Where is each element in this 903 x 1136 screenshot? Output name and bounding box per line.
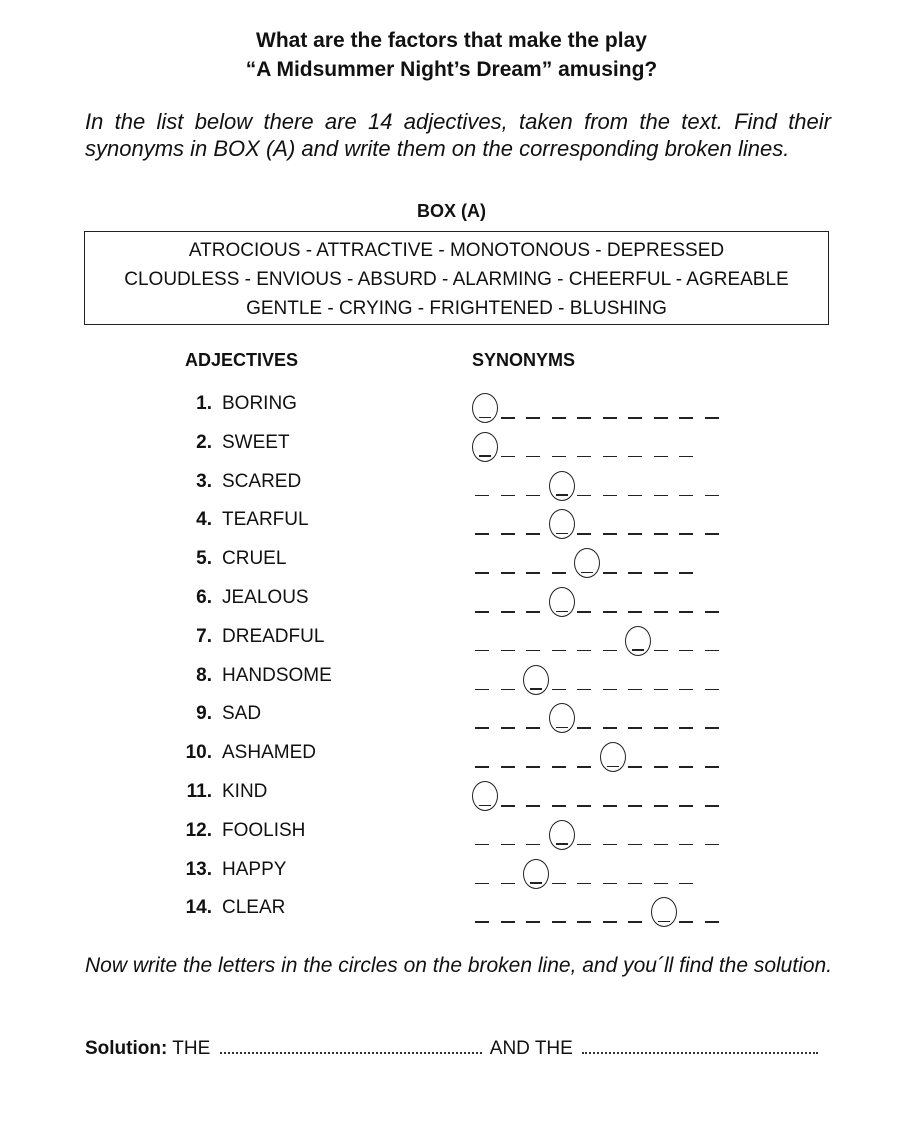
letter-blank[interactable] — [654, 417, 668, 419]
letter-blank[interactable] — [526, 805, 540, 807]
item-number: 12. — [185, 819, 212, 841]
letter-blank[interactable] — [526, 533, 540, 535]
letter-blank[interactable] — [705, 611, 719, 613]
letter-blank[interactable] — [679, 456, 693, 458]
key-letter-circle[interactable] — [651, 897, 677, 927]
adjectives-header: ADJECTIVES — [185, 350, 299, 370]
letter-blank[interactable] — [603, 533, 617, 535]
adjective-row — [0, 585, 903, 615]
letter-blank[interactable] — [654, 533, 668, 535]
letter-blank[interactable] — [475, 650, 489, 652]
adjective-row — [0, 857, 903, 887]
letter-blank[interactable] — [552, 883, 566, 885]
item-number: 3. — [196, 470, 212, 492]
letter-blank[interactable] — [501, 650, 515, 652]
adjective-row — [0, 818, 903, 848]
key-letter-circle[interactable] — [600, 742, 626, 772]
letter-blank[interactable] — [501, 766, 515, 768]
letter-blank[interactable] — [526, 572, 540, 574]
item-number: 6. — [196, 587, 212, 608]
adjective-word: JEALOUS — [222, 587, 309, 608]
letter-blank[interactable] — [501, 883, 515, 885]
letter-blank[interactable] — [603, 921, 617, 923]
title-line-1: What are the factors that make the play — [256, 29, 647, 52]
letter-blank[interactable] — [603, 883, 617, 885]
box-line-3: GENTLE - CRYING - FRIGHTENED - BLUSHING — [246, 298, 667, 319]
letter-blank[interactable] — [603, 495, 617, 497]
letter-blank[interactable] — [603, 417, 617, 419]
letter-blank[interactable] — [628, 533, 642, 535]
item-number: 11. — [186, 781, 212, 802]
letter-blank[interactable] — [628, 766, 642, 768]
letter-blank[interactable] — [475, 883, 489, 885]
letter-blank[interactable] — [654, 805, 668, 807]
letter-blank[interactable] — [654, 689, 668, 691]
letter-blank[interactable] — [679, 650, 693, 652]
adjective-word: SWEET — [222, 431, 290, 453]
letter-blank[interactable] — [577, 495, 591, 497]
item-number: 2. — [196, 431, 212, 453]
letter-blank[interactable] — [501, 417, 515, 419]
letter-blank[interactable] — [577, 766, 591, 768]
letter-blank[interactable] — [705, 533, 719, 535]
word-box — [84, 231, 829, 325]
letter-blank[interactable] — [526, 456, 540, 458]
letter-blank[interactable] — [526, 495, 540, 497]
letter-blank[interactable] — [501, 727, 515, 729]
adjective-word: SAD — [222, 703, 262, 725]
letter-blank[interactable] — [501, 495, 515, 497]
letter-blank[interactable] — [628, 689, 642, 691]
letter-blank[interactable] — [705, 689, 719, 691]
letter-blank[interactable] — [526, 727, 540, 729]
letter-blank[interactable] — [603, 689, 617, 691]
adjective-word: CLEAR — [222, 897, 286, 919]
letter-blank[interactable] — [577, 456, 591, 458]
letter-blank[interactable] — [552, 572, 566, 574]
letter-blank[interactable] — [654, 611, 668, 613]
adjective-row — [0, 469, 903, 499]
adjective-row — [0, 391, 903, 421]
letter-blank[interactable] — [577, 611, 591, 613]
item-number: 14. — [185, 897, 212, 919]
adjective-row — [0, 430, 903, 460]
letter-blank[interactable] — [654, 495, 668, 497]
letter-blank[interactable] — [654, 727, 668, 729]
letter-blank[interactable] — [577, 805, 591, 807]
key-letter-circle[interactable] — [549, 820, 575, 850]
letter-blank[interactable] — [552, 650, 566, 652]
item-number: 5. — [196, 548, 212, 570]
adjective-word: HAPPY — [222, 858, 287, 880]
letter-blank[interactable] — [526, 844, 540, 846]
adjective-word: HANDSOME — [222, 664, 332, 686]
letter-blank[interactable] — [552, 805, 566, 807]
final-instruction: Now write the letters in the circles on the broken line, and you´ll find the solution. — [85, 954, 833, 977]
adjective-row — [0, 701, 903, 731]
letter-blank[interactable] — [501, 611, 515, 613]
letter-blank[interactable] — [577, 921, 591, 923]
letter-blank[interactable] — [628, 456, 642, 458]
solution-line — [85, 1038, 822, 1060]
letter-blank[interactable] — [552, 417, 566, 419]
letter-blank[interactable] — [603, 727, 617, 729]
solution-blank-2[interactable] — [582, 1038, 818, 1054]
letter-blank[interactable] — [628, 572, 642, 574]
letter-blank[interactable] — [475, 495, 489, 497]
key-letter-circle[interactable] — [574, 548, 600, 578]
key-letter-circle[interactable] — [472, 432, 498, 462]
letter-blank[interactable] — [705, 417, 719, 419]
letter-blank[interactable] — [705, 805, 719, 807]
letter-blank[interactable] — [501, 689, 515, 691]
letter-blank[interactable] — [628, 921, 642, 923]
letter-blank[interactable] — [705, 727, 719, 729]
solution-the: THE — [172, 1038, 211, 1059]
letter-blank[interactable] — [501, 805, 515, 807]
letter-blank[interactable] — [654, 844, 668, 846]
letter-blank[interactable] — [654, 883, 668, 885]
adjective-word: SCARED — [222, 470, 302, 492]
letter-blank[interactable] — [705, 650, 719, 652]
letter-blank[interactable] — [501, 456, 515, 458]
letter-blank[interactable] — [526, 417, 540, 419]
key-letter-circle[interactable] — [472, 781, 498, 811]
letter-blank[interactable] — [705, 921, 719, 923]
letter-blank[interactable] — [628, 844, 642, 846]
key-letter-circle[interactable] — [472, 393, 498, 423]
synonyms-header: SYNONYMS — [472, 350, 576, 370]
solution-label: Solution — [85, 1038, 161, 1059]
box-label: BOX (A) — [417, 201, 486, 221]
letter-blank[interactable] — [526, 611, 540, 613]
box-line-1: ATROCIOUS - ATTRACTIVE - MONOTONOUS - DEPRESSED — [188, 240, 725, 261]
letter-blank[interactable] — [654, 766, 668, 768]
letter-blank[interactable] — [475, 689, 489, 691]
letter-blank[interactable] — [603, 650, 617, 652]
letter-blank[interactable] — [577, 727, 591, 729]
item-number: 9. — [196, 703, 212, 725]
letter-blank[interactable] — [577, 417, 591, 419]
letter-blank[interactable] — [628, 883, 642, 885]
letter-blank[interactable] — [679, 844, 693, 846]
box-line-2: CLOUDLESS - ENVIOUS - ABSURD - ALARMING - CHEERFUL - AGREABLE — [124, 269, 789, 290]
item-number: 8. — [196, 664, 212, 686]
letter-blank[interactable] — [679, 921, 693, 923]
key-letter-circle[interactable] — [549, 471, 575, 501]
letter-blank[interactable] — [603, 805, 617, 807]
letter-blank[interactable] — [705, 766, 719, 768]
letter-blank[interactable] — [679, 611, 693, 613]
adjective-row — [0, 779, 903, 809]
adjective-word: DREADFUL — [222, 625, 325, 647]
letter-blank[interactable] — [628, 611, 642, 613]
letter-blank[interactable] — [552, 921, 566, 923]
letter-blank[interactable] — [628, 417, 642, 419]
adjective-word: ASHAMED — [222, 742, 316, 764]
letter-blank[interactable] — [603, 611, 617, 613]
adjective-word: FOOLISH — [222, 819, 306, 841]
letter-blank[interactable] — [705, 495, 719, 497]
letter-blank[interactable] — [552, 766, 566, 768]
letter-blank[interactable] — [679, 883, 693, 885]
letter-blank[interactable] — [679, 533, 693, 535]
letter-blank[interactable] — [628, 805, 642, 807]
item-number: 7. — [196, 625, 212, 647]
letter-blank[interactable] — [475, 766, 489, 768]
letter-blank[interactable] — [475, 921, 489, 923]
letter-blank[interactable] — [526, 921, 540, 923]
worksheet-title — [0, 26, 903, 84]
letter-blank[interactable] — [475, 727, 489, 729]
letter-blank[interactable] — [603, 844, 617, 846]
adjective-row — [0, 663, 903, 693]
adjective-row — [0, 740, 903, 770]
letter-blank[interactable] — [628, 727, 642, 729]
letter-blank[interactable] — [577, 844, 591, 846]
letter-blank[interactable] — [705, 844, 719, 846]
key-letter-circle[interactable] — [549, 703, 575, 733]
letter-blank[interactable] — [475, 533, 489, 535]
item-number: 13. — [185, 858, 212, 880]
letter-blank[interactable] — [475, 611, 489, 613]
letter-blank[interactable] — [526, 650, 540, 652]
instructions: In the list below there are 14 adjectives, taken from the text. Find their synonyms in BOX (A) and write them on the corresponding broken lines. — [85, 109, 831, 161]
letter-blank[interactable] — [679, 689, 693, 691]
adjective-word: CRUEL — [222, 548, 287, 570]
letter-blank[interactable] — [654, 572, 668, 574]
item-number: 4. — [196, 509, 212, 531]
letter-blank[interactable] — [552, 456, 566, 458]
solution-and-the: AND THE — [489, 1038, 573, 1059]
solution-blank-1[interactable] — [220, 1038, 482, 1054]
letter-blank[interactable] — [501, 533, 515, 535]
adjective-row — [0, 895, 903, 925]
title-line-2: “A Midsummer Night’s Dream” amusing? — [245, 58, 658, 81]
letter-blank[interactable] — [654, 650, 668, 652]
key-letter-circle[interactable] — [549, 509, 575, 539]
letter-blank[interactable] — [679, 417, 693, 419]
adjective-word: KIND — [222, 781, 268, 802]
letter-blank[interactable] — [679, 766, 693, 768]
letter-blank[interactable] — [577, 689, 591, 691]
letter-blank[interactable] — [679, 727, 693, 729]
letter-blank[interactable] — [501, 844, 515, 846]
adjective-word: BORING — [222, 393, 297, 414]
letter-blank[interactable] — [475, 844, 489, 846]
letter-blank[interactable] — [501, 572, 515, 574]
key-letter-circle[interactable] — [523, 859, 549, 889]
letter-blank[interactable] — [526, 766, 540, 768]
item-number: 1. — [196, 393, 212, 414]
adjective-row — [0, 546, 903, 576]
letter-blank[interactable] — [577, 533, 591, 535]
item-number: 10. — [185, 742, 212, 764]
solution-colon: : — [160, 1038, 168, 1059]
letter-blank[interactable] — [679, 805, 693, 807]
letter-blank[interactable] — [577, 883, 591, 885]
letter-blank[interactable] — [603, 572, 617, 574]
letter-blank[interactable] — [577, 650, 591, 652]
letter-blank[interactable] — [475, 572, 489, 574]
letter-blank[interactable] — [501, 921, 515, 923]
letter-blank[interactable] — [679, 495, 693, 497]
key-letter-circle[interactable] — [625, 626, 651, 656]
letter-blank[interactable] — [603, 456, 617, 458]
adjective-row — [0, 507, 903, 537]
letter-blank[interactable] — [628, 495, 642, 497]
letter-blank[interactable] — [679, 572, 693, 574]
key-letter-circle[interactable] — [523, 665, 549, 695]
letter-blank[interactable] — [552, 689, 566, 691]
adjective-word: TEARFUL — [222, 509, 309, 531]
key-letter-circle[interactable] — [549, 587, 575, 617]
letter-blank[interactable] — [654, 456, 668, 458]
adjective-row — [0, 624, 903, 654]
